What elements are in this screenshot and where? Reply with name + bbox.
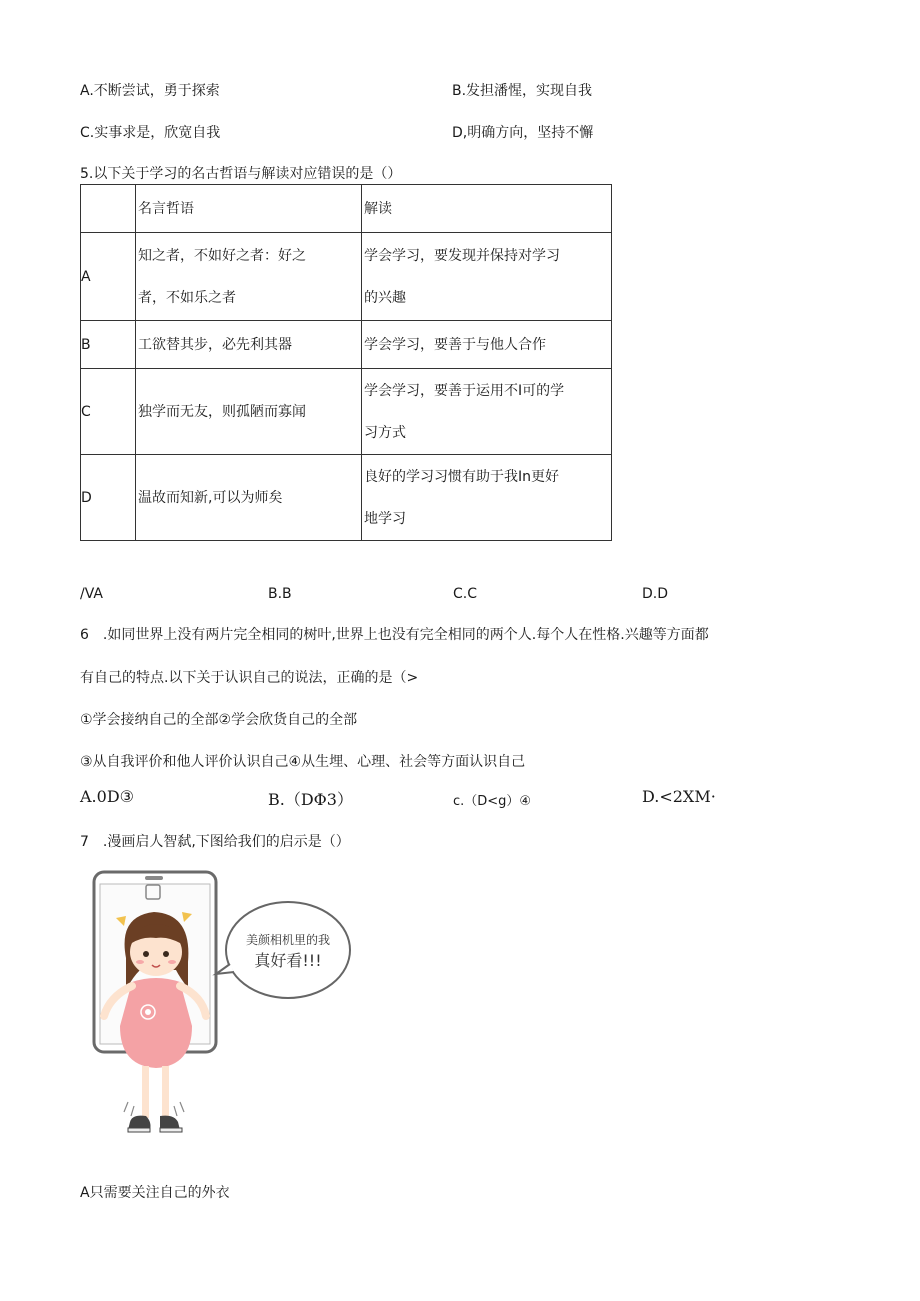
reading-cell: 学会学习，要善于与他人合作: [362, 321, 612, 369]
table-header-cell: [81, 185, 136, 233]
q6-option-c: c.（D<g）④: [453, 794, 532, 809]
dress-icon: [120, 978, 192, 1068]
bubble-text-line2: 真好看!!!: [254, 951, 322, 970]
table-row: [81, 185, 612, 233]
q6-option-b: B.（DΦ3）: [268, 790, 353, 809]
reading-line: 地学习: [364, 510, 406, 527]
row-label: A: [81, 233, 136, 321]
table-header-cell: 名言哲语: [136, 185, 362, 233]
quote-cell: [136, 233, 362, 321]
reading-cell: [362, 369, 612, 455]
cartoon-girl-selfie-illustration: [88, 866, 358, 1156]
reading-cell: [362, 455, 612, 541]
q6-option-a: A.0D③: [80, 787, 134, 806]
q4-option-b: B.发担潘惺，实现自我: [452, 83, 593, 99]
quote-line: 者，不如乐之者: [138, 289, 236, 306]
row-label: C: [81, 369, 136, 455]
quote-line: 知之者，不如好之者：好之: [138, 247, 306, 264]
table-row: [81, 369, 612, 455]
q4-option-d: D,明确方向，坚持不懈: [452, 125, 594, 141]
reading-line: 学会学习，要善于运用不I可的学: [364, 382, 565, 399]
q5-option-c: C.C: [453, 586, 478, 602]
reading-line: 的兴趣: [364, 289, 406, 306]
q5-option-a: /VA: [80, 586, 103, 602]
q6-stem-line1: 6 .如同世界上没有两片完全相同的树叶,世界上也没有完全相同的两个人.每个人在性格.兴趣等方面都: [80, 627, 709, 643]
reading-line: 学会学习，要发现并保持对学习: [364, 247, 560, 264]
row-label: B: [81, 321, 136, 369]
reading-line: 良好的学习习惯有助于我In更好: [364, 468, 560, 485]
table-header-cell: 解读: [362, 185, 612, 233]
q6-option-d: D.<2XM·: [642, 787, 716, 806]
q6-stem-line2: 有自己的特点.以下关于认识自己的说法，正确的是（>: [80, 670, 419, 686]
quote-cell: 工欲替其步，必先利其器: [136, 321, 362, 369]
reading-line: 习方式: [364, 424, 406, 441]
q5-table: [80, 184, 612, 541]
bubble-text-line1: 美颜相机里的我: [245, 933, 331, 947]
quote-cell: 独学而无友，则孤陋而寡闻: [136, 369, 362, 455]
speech-bubble-icon: [226, 902, 350, 998]
q5-stem: 5.以下关于学习的名古哲语与解读对应错误的是（）: [80, 166, 402, 182]
quote-cell: 温故而知新,可以为师矣: [136, 455, 362, 541]
q4-option-c: C.实事求是，欣宽自我: [80, 125, 221, 141]
q6-items-line1: ①学会接纳自己的全部②学会欣货自己的全部: [80, 712, 358, 728]
reading-cell: [362, 233, 612, 321]
q6-items-line2: ③从自我评价和他人评价认识自己④从生埋、心理、社会等方面认识自己: [80, 754, 526, 770]
q7-option-a: A只需要关注自己的外衣: [80, 1185, 230, 1201]
q7-stem: 7 .漫画启人智弑,下图给我们的启示是（）: [80, 834, 350, 850]
table-row: [81, 233, 612, 321]
table-row: [81, 321, 612, 369]
q5-option-d: D.D: [642, 586, 669, 602]
q5-option-b: B.B: [268, 586, 292, 602]
row-label: D: [81, 455, 136, 541]
table-row: [81, 455, 612, 541]
q4-option-a: A.不断尝试，勇于探索: [80, 83, 220, 99]
